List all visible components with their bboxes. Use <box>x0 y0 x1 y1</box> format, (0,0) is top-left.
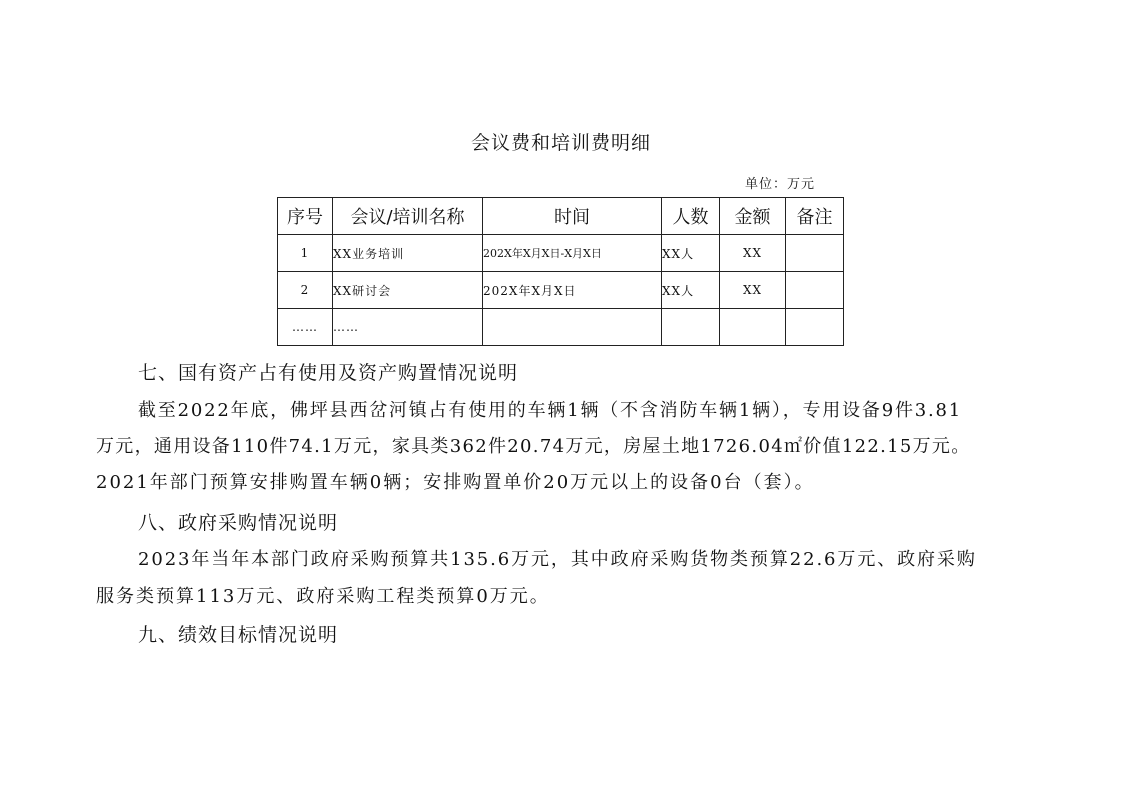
table-title: 会议费和培训费明细 <box>470 132 651 154</box>
cell-remark <box>786 235 844 272</box>
header-time: 时间 <box>483 198 662 235</box>
meeting-training-table <box>277 197 844 346</box>
header-name: 会议/培训名称 <box>333 198 483 235</box>
unit-label: 单位：万元 <box>745 177 816 192</box>
cell-people: XX人 <box>662 235 720 272</box>
cell-index: 1 <box>278 235 333 272</box>
cell-time: 202X年X月X日-X月X日 <box>483 235 662 272</box>
cell-name: XX研讨会 <box>333 272 483 309</box>
section9-heading: 九、绩效目标情况说明 <box>138 624 339 646</box>
cell-index: 2 <box>278 272 333 309</box>
cell-amount: XX <box>720 235 786 272</box>
section7-paragraph-line: 截至2022年底，佛坪县西岔河镇占有使用的车辆1辆（不含消防车辆1辆），专用设备9件3.81 <box>138 400 963 421</box>
header-remark: 备注 <box>786 198 844 235</box>
cell-people: XX人 <box>662 272 720 309</box>
cell-name: …… <box>333 309 483 346</box>
cell-people <box>662 309 720 346</box>
cell-remark <box>786 309 844 346</box>
cell-amount <box>720 309 786 346</box>
cell-remark <box>786 272 844 309</box>
section8-paragraph-line: 服务类预算113万元、政府采购工程类预算0万元。 <box>96 586 550 607</box>
table-row <box>278 309 844 346</box>
cell-time: 202X年X月X日 <box>483 272 662 309</box>
table-row <box>278 272 844 309</box>
table-row <box>278 235 844 272</box>
cell-index: …… <box>278 309 333 346</box>
header-people: 人数 <box>662 198 720 235</box>
header-index: 序号 <box>278 198 333 235</box>
header-amount: 金额 <box>720 198 786 235</box>
section7-paragraph-line: 万元，通用设备110件74.1万元，家具类362件20.74万元，房屋土地1726.04㎡价值122.15万元。 <box>96 436 971 457</box>
table-header-row <box>278 198 844 235</box>
cell-name: XX业务培训 <box>333 235 483 272</box>
section8-paragraph-line: 2023年当年本部门政府采购预算共135.6万元，其中政府采购货物类预算22.6万元、政府采购 <box>138 549 977 570</box>
cell-amount: XX <box>720 272 786 309</box>
section7-heading: 七、国有资产占有使用及资产购置情况说明 <box>138 362 519 384</box>
cell-time <box>483 309 662 346</box>
section8-heading: 八、政府采购情况说明 <box>138 512 339 534</box>
section7-paragraph-line: 2021年部门预算安排购置车辆0辆；安排购置单价20万元以上的设备0台（套）。 <box>96 472 815 493</box>
